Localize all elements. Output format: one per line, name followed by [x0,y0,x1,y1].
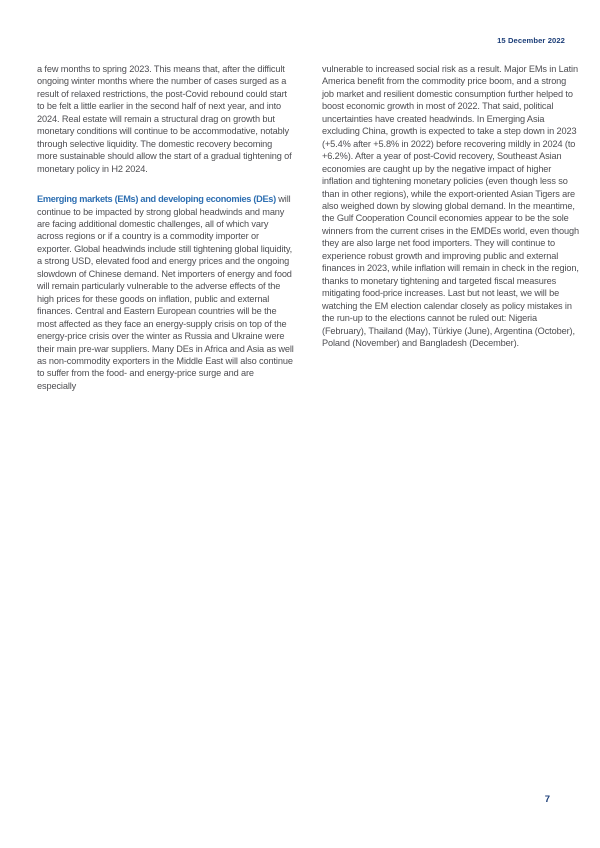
report-date: 15 December 2022 [497,36,565,45]
right-column [322,63,580,392]
left-column [37,63,295,392]
page-number: 7 [544,794,550,805]
two-column-layout [37,63,580,392]
paragraph-continuation: a few months to spring 2023. This means that, after the difficult ongoing winter months where the number of cases surged as a result of relaxed restrictions, the post-Covid rebound could start to be felt a little earlier in the second half of next year, and into 2024. Real estate will remain a structural drag on growth but monetary conditions will continue to be accommodative, notably through selective liquidity. The domestic recovery becoming more sustainable should allow the start of a gradual tightening of monetary policy in H2 2024. [37,64,292,174]
paragraph-text: will continue to be impacted by strong global headwinds and many are facing additional domestic challenges, all of which vary across regions or if a country is a commodity importer or exporter. Global headwinds include still tightening global liquidity, a strong USD, elevated food and energy prices and the ongoing slowdown of Chinese demand. Net importers of energy and food will remain particularly vulnerable to the adverse effects of the high prices for these goods on inflation, public and external finances. Central and Eastern European countries will be the most affected as they face an energy-supply crisis on top of the energy-price crisis over the winter as Russia and Ukraine were their main pre-war suppliers. Many DEs in Africa and Asia as well as non-commodity exporters in the Middle East will also continue to suffer from the food- and energy-price surge and are especially [37,194,294,391]
emerging-markets-paragraph [37,193,295,392]
section-heading: Emerging markets (EMs) and developing economies (DEs) [37,194,276,205]
paragraph-continuation: vulnerable to increased social risk as a result. Major EMs in Latin America benefit from the commodity price boom, and a strong job market and resilient domestic consumption further helped to boost economic growth in most of 2022. That said, political uncertainties have created headwinds. In Emerging Asia excluding China, growth is expected to take a step down in 2023 (+5.4% after +5.8% in 2022) before recovering mildly in 2024 (to +6.2%). After a year of post-Covid recovery, Southeast Asian economies are caught up by the negative impact of higher inflation and tightening monetary policies (even though less so than in other regions), while the export-oriented Asian Tigers are also weighed down by slowing global demand. In the meantime, the Gulf Cooperation Council economies appear to be the sole winners from the current crises in the EMDEs world, even though they are also large net food importers. They will continue to experience robust growth and improving public and external finances in 2023, while inflation will remain in check in the region, thanks to monetary tightening and targeted fiscal measures mitigating food-price increases. Last but not least, we will be watching the EM election calendar closely as policy mistakes in the run-up to the elections cannot be ruled out: Nigeria (February), Thailand (May), Türkiye (June), Argentina (October), Poland (November) and Bangladesh (December). [322,64,579,348]
